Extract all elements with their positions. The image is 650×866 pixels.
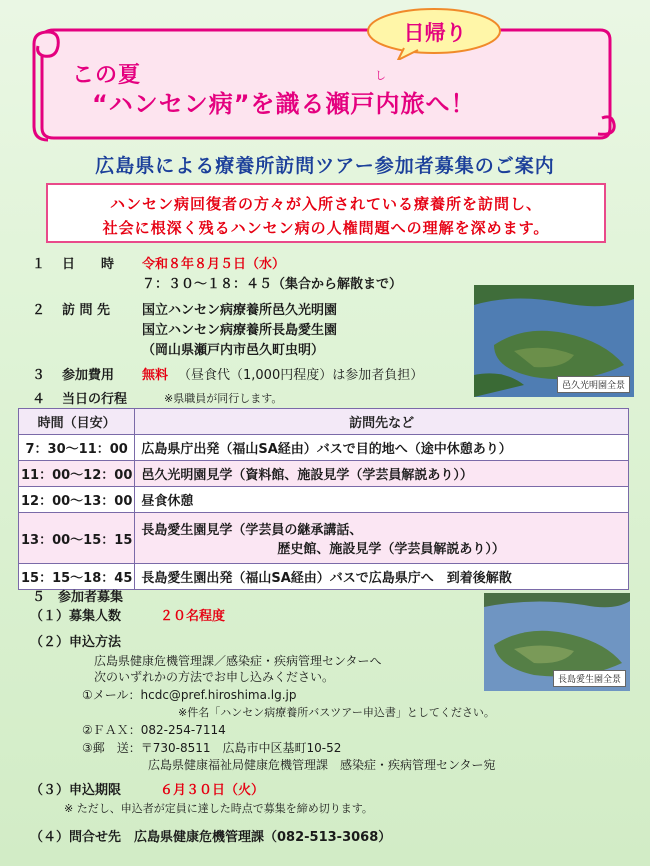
row-desc: 長島愛生園出発（福山SA経由）バスで広島県庁へ 到着後解散	[135, 564, 629, 590]
fee-label: 参加費用	[62, 368, 115, 383]
row-desc: 広島県庁出発（福山SA経由）バスで目的地へ（途中休憩あり）	[135, 435, 629, 461]
date-num: １	[32, 257, 46, 272]
count-value: ２０名程度	[160, 609, 226, 624]
intro-line2: 社会に根深く残るハンセン病の人権問題への理解を深めます。	[102, 219, 550, 237]
bubble-text: 日帰り	[403, 21, 467, 45]
post-recipient: 広島県健康福祉局健康危機管理課 感染症・疾病管理センター宛	[148, 758, 496, 772]
contact: （４）問合せ先 広島県健康危機管理課（082-513-3068）	[30, 830, 392, 845]
fee-rest: （昼食代（1,000円程度）は参加者負担）	[178, 368, 424, 383]
deadline-note: ※ ただし、申込者が定員に達した時点で募集を締め切ります。	[64, 802, 373, 815]
photo-label-nagashima: 長島愛生園全景	[553, 670, 626, 687]
place-label: 訪 問 先	[62, 303, 111, 318]
table-row	[19, 513, 629, 564]
schedule-table	[18, 408, 629, 590]
row-desc-line2: 歴史館、施設見学（学芸員解説あり））	[277, 542, 505, 557]
photo-label-oku: 邑久光明園全景	[557, 376, 630, 393]
mail-address[interactable]: ①メール：hcdc@pref.hiroshima.lg.jp	[82, 688, 297, 702]
fee-free: 無料	[142, 368, 169, 383]
count-label: （１）募集人数	[30, 609, 122, 624]
row-time: 12：00～13：00	[19, 487, 135, 513]
fee-num: ３	[32, 368, 46, 383]
place-line3: （岡山県瀬戸内市邑久町虫明）	[142, 343, 325, 358]
row-desc: 昼食休憩	[135, 487, 629, 513]
row-time: 11：00～12：00	[19, 461, 135, 487]
table-header-row	[19, 409, 629, 435]
post-address: ③郵 送：〒730-8511 広島市中区基町10-52	[82, 741, 342, 755]
method-line1: 広島県健康危機管理課／感染症・疾病管理センターへ	[94, 654, 382, 668]
photo-nagashima-aiseien	[484, 593, 630, 691]
page-heading: 広島県による療養所訪問ツアー参加者募集のご案内	[95, 155, 555, 177]
table-row	[19, 435, 629, 461]
row-time: 15：15～18：45	[19, 564, 135, 590]
photo-oku-komyoen	[474, 285, 634, 397]
header-time: 時間（目安）	[19, 409, 135, 435]
place-line1: 国立ハンセン病療養所邑久光明園	[142, 303, 338, 318]
banner-title-line2: “ハンセン病”を識る瀬戸内旅へ！	[92, 90, 476, 118]
row-desc-line1: 長島愛生園見学（学芸員の継承講話、	[141, 523, 363, 538]
intro-line1: ハンセン病回復者の方々が入所されている療養所を訪問し、	[109, 195, 542, 213]
header-destination: 訪問先など	[135, 409, 629, 435]
method-line2: 次のいずれかの方法でお申し込みください。	[94, 670, 335, 684]
method-label: （２）申込方法	[30, 635, 122, 650]
row-time: 13：00～15：15	[19, 513, 135, 564]
fax-number: ②ＦＡＸ：082-254-7114	[82, 723, 226, 737]
place-num: ２	[32, 303, 46, 318]
table-row	[19, 487, 629, 513]
date-label: 日 時	[62, 257, 115, 272]
row-time: 7：30～11：00	[19, 435, 135, 461]
itinerary-num: ４	[32, 392, 46, 407]
date-time: ７：３０～１８：４５（集合から解散まで）	[142, 277, 403, 292]
mail-note: ※件名「ハンセン病療養所バスツアー申込書」としてください。	[178, 706, 495, 719]
table-row	[19, 461, 629, 487]
itinerary-note: ※県職員が同行します。	[164, 392, 283, 405]
banner-ruby: し	[375, 69, 386, 82]
recruit-title: ５ 参加者募集	[32, 590, 124, 605]
row-desc	[135, 513, 629, 564]
row-desc: 邑久光明園見学（資料館、施設見学（学芸員解説あり））	[135, 461, 629, 487]
intro-box	[46, 183, 606, 243]
itinerary-label: 当日の行程	[62, 392, 128, 407]
deadline-label: （３）申込期限	[30, 783, 122, 798]
place-line2: 国立ハンセン病療養所長島愛生園	[142, 323, 338, 338]
banner-title-line1: この夏	[72, 63, 142, 88]
deadline-value: ６月３０日（火）	[160, 783, 265, 798]
date-value: 令和８年８月５日（水）	[142, 257, 286, 272]
